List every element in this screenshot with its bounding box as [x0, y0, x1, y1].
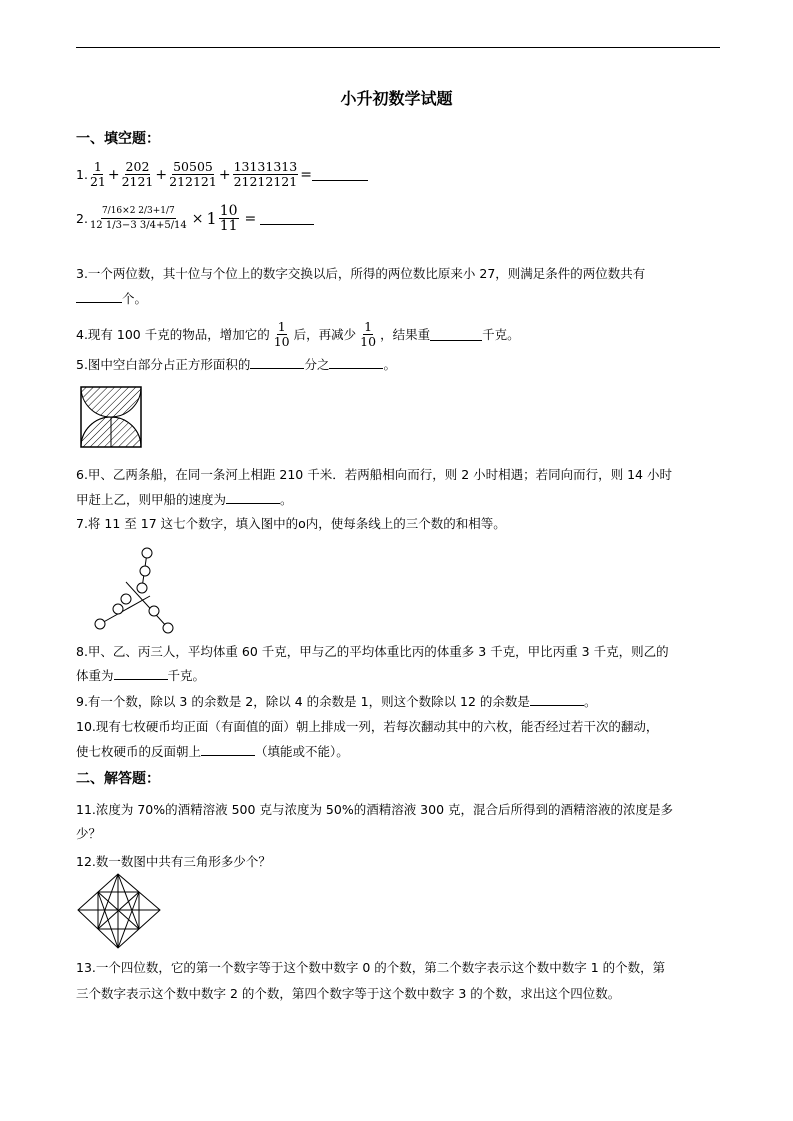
- circle-lines-figure: [90, 544, 190, 640]
- numerator: 13131313: [233, 159, 298, 174]
- square-semicircles-figure: [80, 386, 144, 450]
- question-13-line2: 三个数字表示这个数中数字 2 的个数，第四个数字等于这个数中数字 3 的个数，求出这个四位数。: [76, 986, 621, 1001]
- question-9: [76, 693, 596, 711]
- question-8-line1: 8.甲、乙、丙三人，平均体重 60 千克，甲与乙的平均体重比丙的体重多 3 千克，甲比丙重 3 千克，则乙的: [76, 644, 669, 659]
- numerator: 1: [93, 159, 102, 174]
- denominator: 21: [89, 174, 106, 189]
- question-text: 。: [583, 694, 597, 709]
- question-text: （填能或不能）。: [255, 744, 349, 759]
- question-6-line1: 6.甲、乙两条船，在同一条河上相距 210 千米．若两船相向而行，则 2 小时相遇；若同向而行，则 14 小时: [76, 467, 672, 482]
- answer-blank[interactable]: [201, 743, 255, 756]
- plus-sign: +: [107, 166, 120, 183]
- equals-sign: =: [300, 166, 312, 183]
- question-11-line2: 少？: [76, 826, 102, 841]
- fraction: [90, 160, 106, 189]
- question-1: [76, 160, 368, 189]
- header-rule: [76, 47, 720, 48]
- numerator: 7/16×2 2/3+1/7: [101, 204, 176, 219]
- question-8-line2: [76, 667, 205, 685]
- denominator: 12 1/3−3 3/4+5/14: [89, 220, 187, 231]
- answer-blank[interactable]: [76, 290, 122, 303]
- question-text: 千克。: [482, 326, 520, 342]
- answer-blank[interactable]: [312, 168, 368, 181]
- denominator: 10: [360, 334, 377, 349]
- question-number: 2.: [76, 210, 88, 226]
- question-text: 。: [280, 492, 293, 507]
- complex-fraction: [90, 204, 187, 233]
- denominator: 11: [219, 218, 238, 234]
- question-12: 12.数一数图中共有三角形多少个？: [76, 854, 271, 869]
- question-text: 。: [383, 357, 396, 372]
- section-heading-solve: 二、解答题：: [76, 771, 160, 787]
- answer-blank[interactable]: [250, 356, 304, 369]
- question-3-line1: 3.一个两位数，其十位与个位上的数字交换以后，所得的两位数比原来小 27，则满足条件的两位数共有: [76, 266, 646, 281]
- question-13-line1: 13.一个四位数，它的第一个数字等于这个数中数字 0 的个数，第二个数字表示这个数中数字 1 的个数，第: [76, 960, 666, 975]
- question-text: 4.现有 100 千克的物品，增加它的: [76, 326, 270, 342]
- question-3-line2: [76, 290, 147, 308]
- numerator: 202: [125, 159, 150, 174]
- numerator: 1: [364, 319, 373, 334]
- question-text: 个。: [122, 291, 148, 306]
- section-heading-fill-in: 一、填空题：: [76, 131, 160, 147]
- answer-blank[interactable]: [329, 356, 383, 369]
- numerator: 10: [219, 203, 238, 219]
- answer-blank[interactable]: [114, 667, 168, 680]
- fraction: [122, 160, 154, 189]
- number-circle: [95, 619, 105, 629]
- number-circle: [137, 583, 147, 593]
- numerator: 1: [277, 319, 286, 334]
- question-number: 1.: [76, 166, 88, 182]
- answer-blank[interactable]: [226, 491, 280, 504]
- triangle-count-figure: [76, 872, 162, 952]
- number-circle: [113, 604, 123, 614]
- question-11-line1: 11.浓度为 70%的酒精溶液 500 克与浓度为 50%的酒精溶液 300 克，混合后所得到的酒精溶液的浓度是多: [76, 802, 674, 817]
- question-6-line2: [76, 491, 293, 509]
- question-text: 体重为: [76, 668, 114, 683]
- question-4: [76, 320, 520, 349]
- question-text: 甲赶上乙，则甲船的速度为: [76, 492, 227, 507]
- question-text: ，结果重: [380, 326, 431, 342]
- number-circle: [163, 623, 173, 633]
- question-text: 9.有一个数，除以 3 的余数是 2，除以 4 的余数是 1，则这个数除以 12 的余数是: [76, 694, 530, 709]
- question-text: 分之: [304, 357, 330, 372]
- number-circle: [142, 548, 152, 558]
- fraction: [233, 160, 299, 189]
- question-text: 使七枚硬币的反面朝上: [76, 744, 202, 759]
- answer-blank[interactable]: [260, 212, 314, 225]
- mixed-whole: 1: [206, 208, 217, 228]
- numerator: 50505: [173, 159, 213, 174]
- question-text: 千克。: [167, 668, 206, 683]
- fraction: [169, 160, 217, 189]
- fraction: [360, 320, 376, 349]
- question-5: [76, 356, 396, 374]
- answer-blank[interactable]: [430, 328, 482, 341]
- question-text: 后，再减少: [293, 326, 357, 342]
- denominator: 2121: [121, 174, 154, 189]
- denominator: 212121: [169, 174, 217, 189]
- question-10-line2: [76, 743, 349, 761]
- question-2: [76, 204, 314, 233]
- plus-sign: +: [155, 166, 168, 183]
- equals-sign: =: [244, 210, 257, 227]
- answer-blank[interactable]: [530, 693, 584, 706]
- question-text: 5.图中空白部分占正方形面积的: [76, 357, 251, 372]
- number-circle: [121, 594, 131, 604]
- times-sign: ×: [191, 210, 204, 227]
- plus-sign: +: [218, 166, 231, 183]
- question-10-line1: 10.现有七枚硬币均正面（有面值的面）朝上排成一列，若每次翻动其中的六枚，能否经过若干次的翻动，: [76, 719, 659, 734]
- denominator: 21212121: [233, 174, 298, 189]
- denominator: 10: [273, 334, 290, 349]
- fraction: [274, 320, 290, 349]
- fraction: [219, 204, 239, 233]
- question-7: 7.将 11 至 17 这七个数字，填入图中的o内，使每条线上的三个数的和相等。: [76, 516, 506, 531]
- number-circle: [149, 606, 159, 616]
- page-title: 小升初数学试题: [340, 89, 453, 108]
- number-circle: [140, 566, 150, 576]
